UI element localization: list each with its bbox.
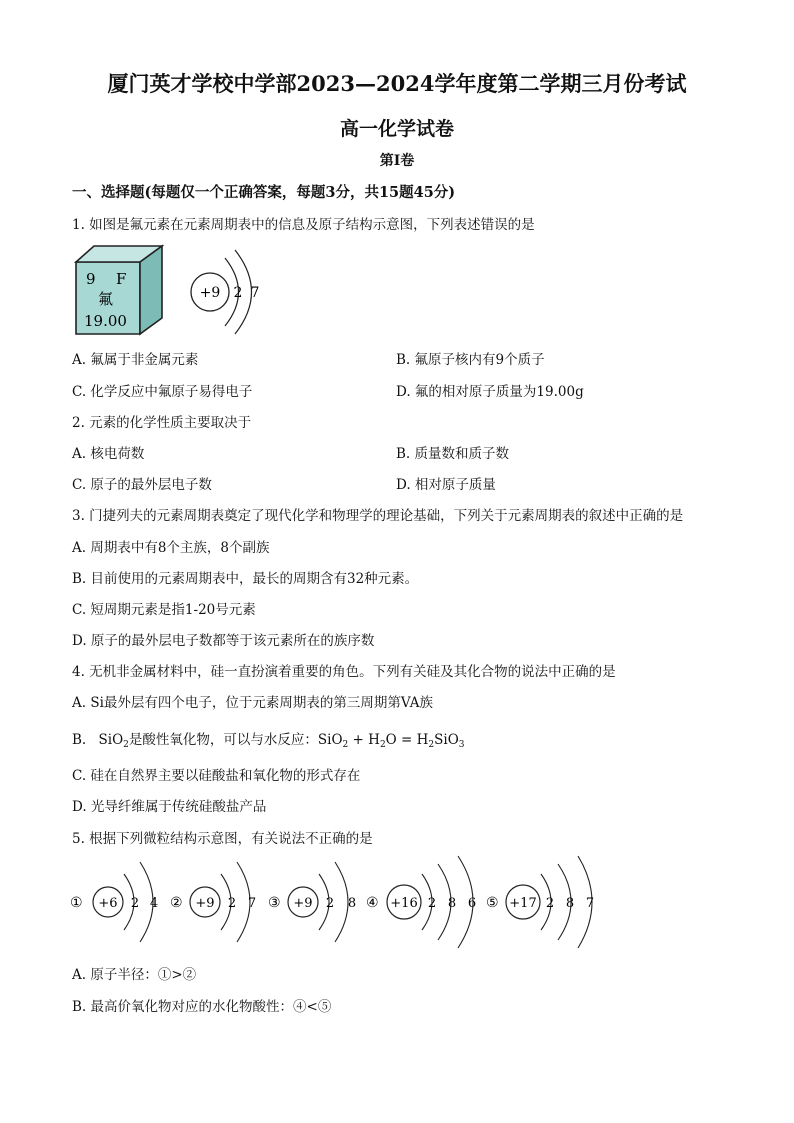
- electron-shell-arc: [335, 862, 348, 942]
- particle-label: ①: [70, 895, 83, 911]
- question-5-stem: 5. 根据下列微粒结构示意图，有关说法不正确的是: [72, 831, 373, 847]
- q5-option-a: A. 原子半径：①>②: [72, 967, 197, 983]
- particle-label: ③: [268, 895, 281, 911]
- q2-option-b: B. 质量数和质子数: [396, 446, 510, 462]
- shell-electrons: 2: [427, 896, 437, 911]
- shell-electrons: 4: [149, 896, 159, 911]
- question-1-stem: 1. 如图是氟元素在元素周期表中的信息及原子结构示意图，下列表述错误的是: [72, 217, 535, 233]
- nucleus-charge: +6: [98, 896, 118, 911]
- nucleus-charge: +9: [199, 285, 221, 301]
- q3-option-d: D. 原子的最外层电子数都等于该元素所在的族序数: [72, 633, 375, 649]
- q4-option-b-prefix: B.: [72, 732, 87, 748]
- question-2-stem: 2. 元素的化学性质主要取决于: [72, 415, 252, 431]
- nucleus-charge: +16: [390, 896, 418, 911]
- fluorine-figure: [72, 244, 272, 339]
- section-heading: 一、选择题(每题仅一个正确答案，每题3分，共15题45分): [72, 184, 456, 201]
- q3-option-a: A. 周期表中有8个主族，8个副族: [72, 540, 270, 556]
- element-name: 氟: [98, 290, 114, 308]
- formula-text: + H: [348, 732, 380, 748]
- q4-option-a: A. Si最外层有四个电子，位于元素周期表的第三周期第VA族: [72, 695, 433, 711]
- particle-label: ②: [170, 895, 183, 911]
- q3-option-b: B. 目前使用的元素周期表中，最长的周期含有32种元素。: [72, 571, 419, 587]
- q2-option-d: D. 相对原子质量: [396, 477, 496, 493]
- shell-electrons: 7: [585, 896, 595, 911]
- q2-option-c: C. 原子的最外层电子数: [72, 477, 212, 493]
- shell-electrons: 2: [233, 285, 243, 301]
- question-4-stem: 4. 无机非金属材料中，硅一直扮演着重要的角色。下列有关硅及其化合物的说法中正确的是: [72, 664, 616, 680]
- atomic-number: 9: [86, 270, 96, 288]
- exam-subtitle: 高一化学试卷: [339, 118, 454, 140]
- shell-electrons: 2: [130, 896, 140, 911]
- q3-option-c: C. 短周期元素是指1-20号元素: [72, 602, 256, 618]
- atomic-mass: 19.00: [84, 312, 127, 330]
- shell-electrons: 2: [545, 896, 555, 911]
- shell-electrons: 7: [250, 285, 260, 301]
- nucleus-charge: +9: [293, 896, 313, 911]
- q2-option-a: A. 核电荷数: [72, 446, 145, 462]
- element-symbol: F: [116, 270, 127, 288]
- particle-diagrams: [68, 852, 608, 952]
- formula-sio2: [99, 732, 129, 748]
- subscript: 3: [458, 740, 465, 750]
- shell-electrons: 8: [347, 896, 357, 911]
- shell-electrons: 6: [467, 896, 477, 911]
- q4-option-b: [72, 728, 465, 748]
- nucleus-charge: +9: [195, 896, 215, 911]
- subscript: 2: [428, 740, 435, 750]
- nucleus-charge: +17: [509, 896, 537, 911]
- q4-option-c: C. 硅在自然界主要以硅酸盐和氧化物的形式存在: [72, 768, 361, 784]
- q5-option-b: B. 最高价氧化物对应的水化物酸性：④<⑤: [72, 999, 332, 1015]
- shell-electrons: 7: [247, 896, 257, 911]
- q1-option-b: B. 氟原子核内有9个质子: [396, 352, 545, 368]
- volume-label: 第I卷: [379, 153, 415, 169]
- question-3-stem: 3. 门捷列夫的元素周期表奠定了现代化学和物理学的理论基础，下列关于元素周期表的叙述中正确的是: [72, 508, 684, 524]
- formula-text: SiO: [434, 732, 459, 748]
- shell-electrons: 2: [325, 896, 335, 911]
- element-cube-side: [140, 246, 162, 334]
- shell-electrons: 8: [447, 896, 457, 911]
- q4-option-b-text: 是酸性氧化物，可以与水反应：: [128, 732, 318, 748]
- q1-option-d: D. 氟的相对原子质量为19.00g: [396, 384, 584, 400]
- subscript: 2: [123, 740, 129, 750]
- q1-option-c: C. 化学反应中氟原子易得电子: [72, 384, 253, 400]
- q4-option-d: D. 光导纤维属于传统硅酸盐产品: [72, 799, 267, 815]
- subscript: 2: [379, 740, 386, 750]
- exam-title: 厦门英才学校中学部2023—2024学年度第二学期三月份考试: [107, 71, 687, 96]
- formula-text: O = H: [385, 732, 429, 748]
- q1-option-a: A. 氟属于非金属元素: [72, 352, 199, 368]
- subscript: 2: [342, 740, 349, 750]
- formula-text: SiO: [98, 732, 124, 748]
- particle-label: ⑤: [486, 895, 499, 911]
- particle-label: ④: [366, 895, 379, 911]
- formula-text: SiO: [317, 732, 343, 748]
- equation: [318, 732, 465, 748]
- shell-electrons: 2: [227, 896, 237, 911]
- shell-electrons: 8: [565, 896, 575, 911]
